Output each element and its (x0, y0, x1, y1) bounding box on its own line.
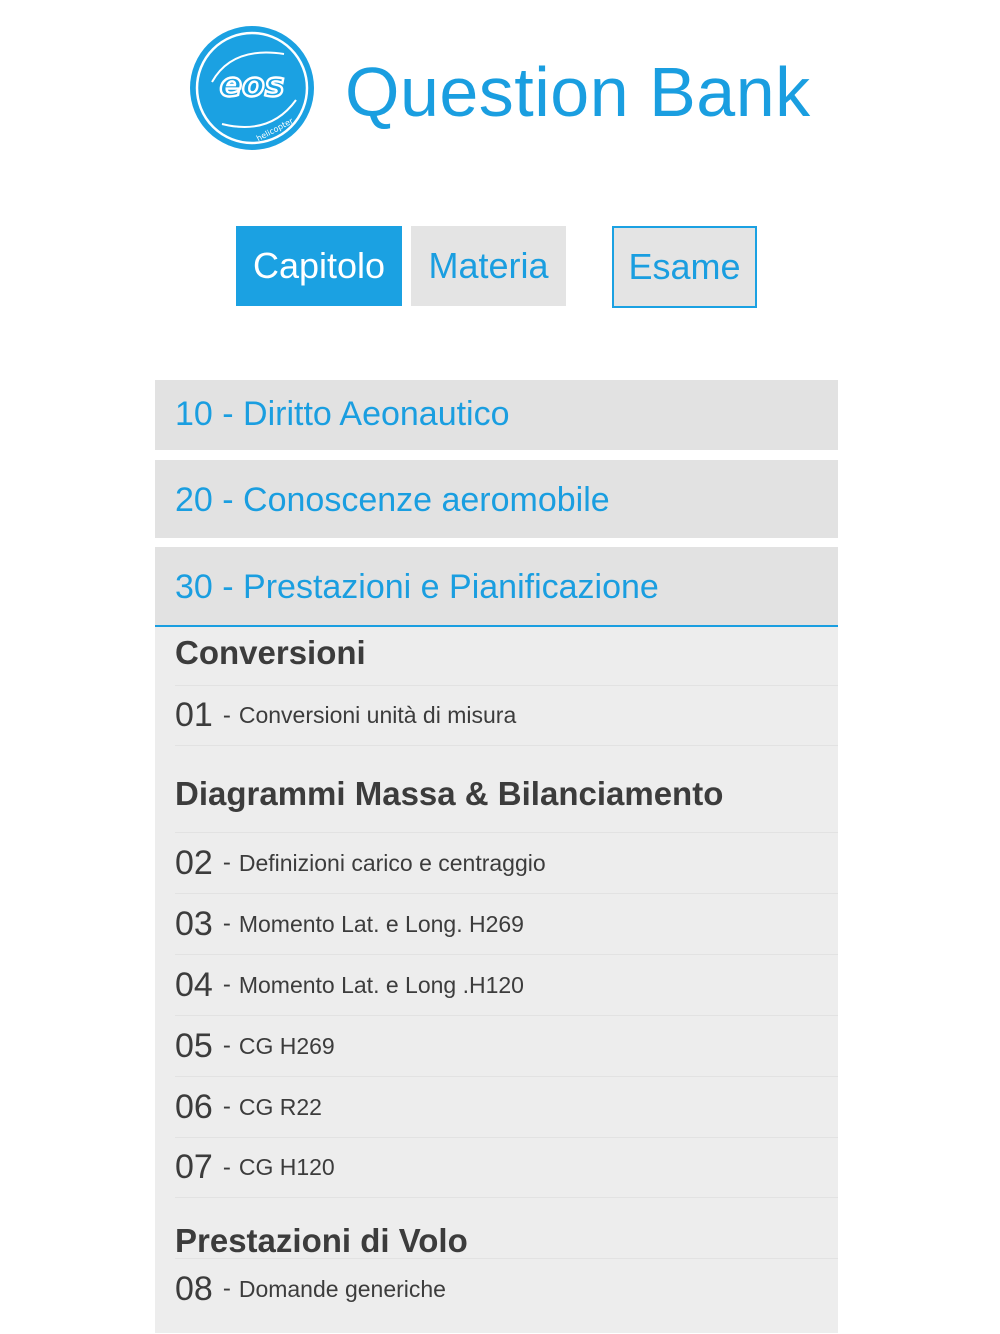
chapter-30-panel (155, 627, 838, 1333)
topic-separator: - (222, 971, 231, 998)
topic-label: Definizioni carico e centraggio (238, 849, 546, 876)
section-title: Diagrammi Massa & Bilanciamento (175, 775, 724, 812)
topic-number: 06 (175, 1087, 213, 1126)
topic-label: CG H120 (238, 1154, 335, 1180)
topic-separator: - (222, 1032, 231, 1059)
topic-item[interactable] (175, 1258, 838, 1319)
topic-item[interactable] (175, 832, 838, 893)
app-header (0, 0, 1000, 190)
topic-item[interactable] (175, 1076, 838, 1137)
svg-text:helicopter: helicopter (254, 116, 295, 144)
topic-label: Domande generiche (238, 1275, 446, 1302)
chapter-header-10[interactable]: 10 - Diritto Aeonautico (155, 380, 838, 450)
topic-label: Conversioni unità di misura (238, 702, 517, 728)
topic-label: CG R22 (238, 1093, 322, 1120)
chapter-accordion (155, 380, 838, 1333)
topic-number: 01 (175, 696, 213, 734)
topic-number: 03 (175, 904, 213, 943)
topic-label: Momento Lat. e Long .H120 (238, 971, 524, 998)
topic-item[interactable] (175, 1015, 838, 1076)
topic-item[interactable] (175, 893, 838, 954)
chapter-header-20[interactable]: 20 - Conoscenze aeromobile (155, 460, 838, 538)
filter-tabs (0, 226, 1000, 308)
topic-number: 05 (175, 1026, 213, 1065)
topic-separator: - (222, 1093, 231, 1120)
tab-capitolo[interactable]: Capitolo (236, 226, 402, 306)
tab-materia[interactable]: Materia (411, 226, 566, 306)
svg-text:eos: eos (219, 65, 285, 104)
app-title: Question Bank (345, 53, 811, 131)
topic-item[interactable] (175, 954, 838, 1015)
chapter-header-30[interactable]: 30 - Prestazioni e Pianificazione (155, 547, 838, 627)
section-title: Conversioni (175, 634, 366, 671)
topic-label: CG H269 (238, 1032, 335, 1059)
topic-number: 08 (175, 1269, 213, 1308)
topic-number: 04 (175, 965, 213, 1004)
topic-item[interactable] (175, 685, 838, 746)
topic-separator: - (222, 1275, 231, 1302)
topic-label: Momento Lat. e Long. H269 (238, 910, 524, 937)
esame-button[interactable]: Esame (612, 226, 757, 308)
section-title: Prestazioni di Volo (175, 1222, 468, 1259)
topic-item[interactable] (175, 1137, 838, 1198)
topic-number: 02 (175, 843, 213, 882)
topic-number: 07 (175, 1148, 213, 1186)
topic-separator: - (222, 849, 231, 876)
topic-separator: - (222, 1153, 231, 1181)
topic-separator: - (222, 910, 231, 937)
topic-separator: - (222, 701, 231, 729)
eos-helicopter-logo (188, 24, 316, 152)
